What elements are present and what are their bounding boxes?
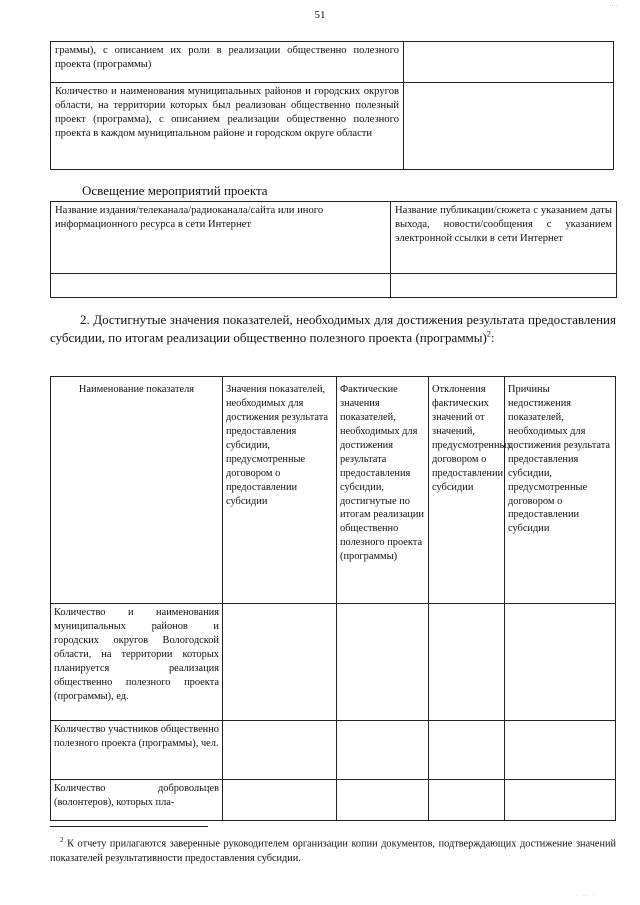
header-indicator-name: Наименование показателя xyxy=(51,377,223,604)
table-header-row xyxy=(51,202,617,274)
value-cell[interactable] xyxy=(429,721,505,780)
scan-corner-mark: ·· · xyxy=(609,2,618,10)
value-cell[interactable] xyxy=(404,83,614,170)
row-label-municipalities-implemented: Количество и наименования муниципальных районов и городских округов области, на территории которых был реализован общественно полезный проект (программа), с описанием реализации общественно полезного проекта в каждом муниципальном районе и городском округе области xyxy=(51,83,404,170)
value-cell[interactable] xyxy=(429,604,505,721)
header-reasons: Причины недостижения показателей, необходимых для достижения результата предоставления субсидии, предусмотренные договором о предоставлении субсидии xyxy=(505,377,616,604)
publication-cell[interactable] xyxy=(391,274,617,298)
value-cell[interactable] xyxy=(223,604,337,721)
section-2-paragraph: 2. Достигнутые значения показателей, необходимых для достижения результата предоставления субсидии, по итогам реализации общественно полезного проекта (программы)$^2$: xyxy=(50,312,616,345)
value-cell[interactable] xyxy=(337,604,429,721)
header-planned-values: Значения показателей, необходимых для достижения результата предоставления субсидии, предусмотренные договором о предоставлении субсидии xyxy=(223,377,337,604)
table-row xyxy=(51,721,616,780)
page-number: 51 xyxy=(314,9,326,21)
value-cell[interactable] xyxy=(337,780,429,821)
value-cell[interactable] xyxy=(429,780,505,821)
report-continuation-table xyxy=(50,41,614,170)
table-header-row xyxy=(51,377,616,604)
footnote-reference: 2 xyxy=(486,329,491,339)
media-coverage-table xyxy=(50,201,617,298)
indicator-volunteers: Количество добровольцев (волонтеров), которых пла- xyxy=(51,780,223,821)
footnote: $^2$ К отчету прилагаются заверенные руководителем организации копии документов, подтверждающих достижение значений показателей результативности предоставления субсидии. xyxy=(50,836,616,864)
table-row xyxy=(51,604,616,721)
value-cell[interactable] xyxy=(404,42,614,83)
table-row xyxy=(51,274,617,298)
scan-bottom-mark: · ··· · xyxy=(576,893,596,899)
header-deviations: Отклонения фактических значений от значений, предусмотренных договором о предоставлении субсидии xyxy=(429,377,505,604)
value-cell[interactable] xyxy=(223,721,337,780)
footnote-marker: 2 xyxy=(60,836,64,844)
table-row xyxy=(51,42,614,83)
value-cell[interactable] xyxy=(505,780,616,821)
value-cell[interactable] xyxy=(505,721,616,780)
indicator-participants: Количество участников общественно полезного проекта (программы), чел. xyxy=(51,721,223,780)
header-actual-values: Фактические значения показателей, необходимых для достижения результата предоставления субсидии, достигнутые по итогам реализации общественно полезного проекта (программы) xyxy=(337,377,429,604)
table-row xyxy=(51,83,614,170)
value-cell[interactable] xyxy=(505,604,616,721)
row-label-participants-role: граммы), с описанием их роли в реализации общественно полезного проекта (программы) xyxy=(51,42,404,83)
indicators-table xyxy=(50,376,616,821)
coverage-section-title: Освещение мероприятий проекта xyxy=(82,183,268,198)
table-row xyxy=(51,780,616,821)
indicator-municipalities: Количество и наименования муниципальных районов и городских округов Вологодской области, на территории которых планируется реализация общественно полезного проекта (программы), ед. xyxy=(51,604,223,721)
value-cell[interactable] xyxy=(337,721,429,780)
header-publication: Название публикации/сюжета с указанием даты выхода, новости/сообщения с указанием электронной ссылки в сети Интернет xyxy=(391,202,617,274)
media-resource-cell[interactable] xyxy=(51,274,391,298)
header-media-resource: Название издания/телеканала/радиоканала/сайта или иного информационного ресурса в сети Интернет xyxy=(51,202,391,274)
value-cell[interactable] xyxy=(223,780,337,821)
footnote-divider xyxy=(50,826,208,827)
